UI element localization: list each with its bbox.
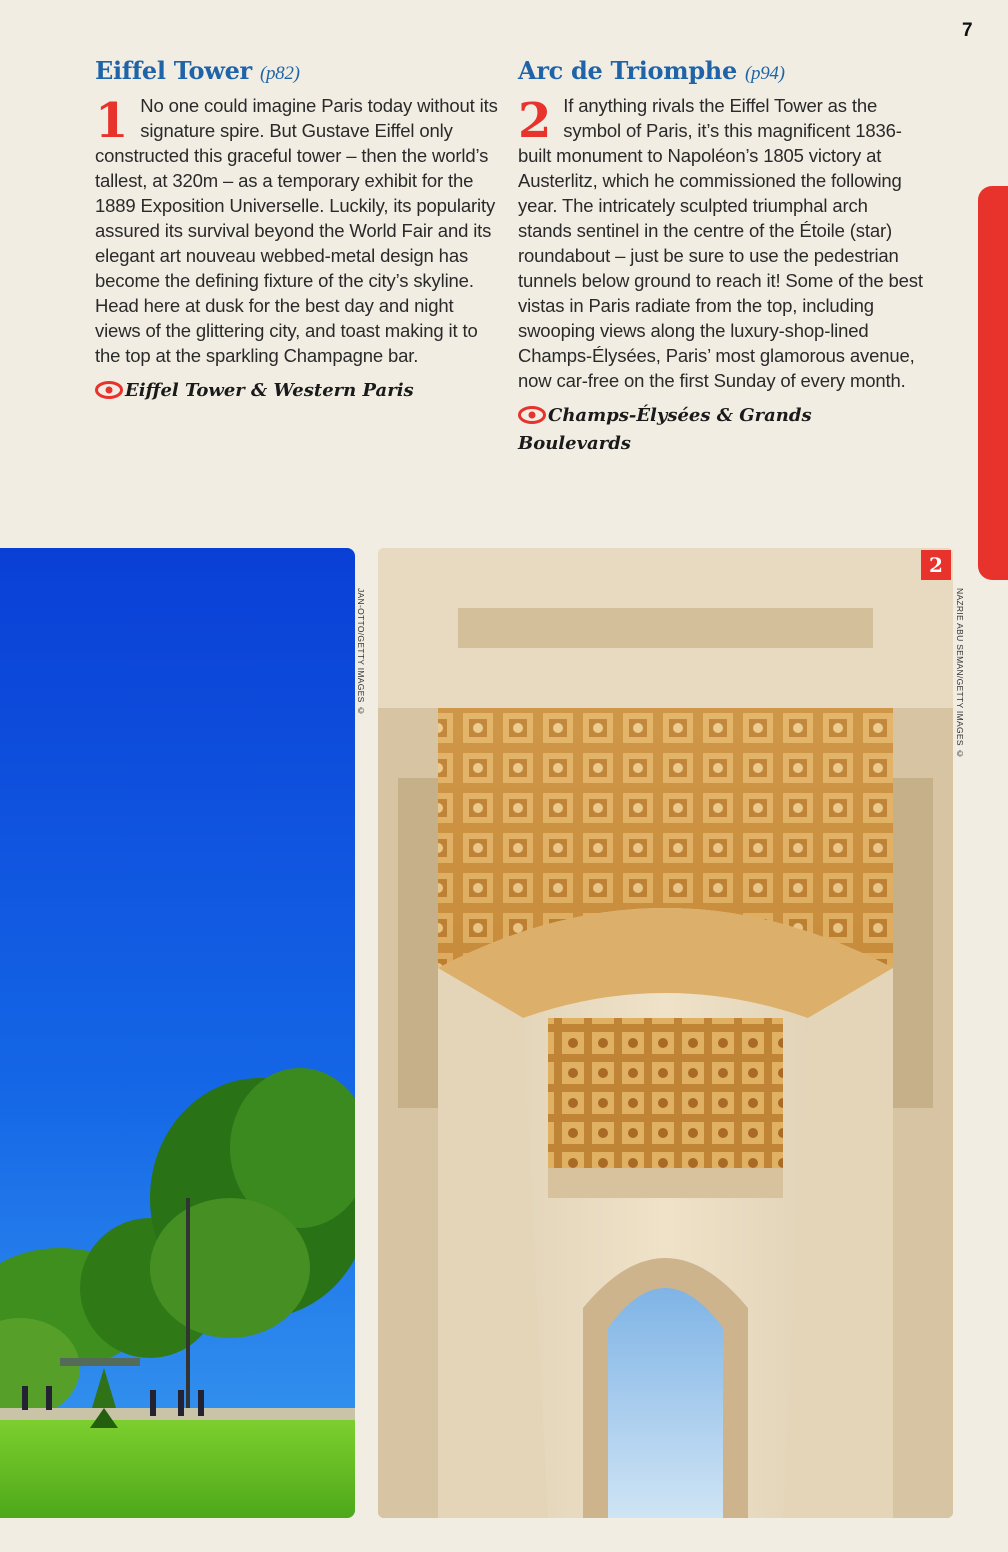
entry-heading: [95, 56, 500, 89]
see-chapter-label: Champs-Élysées & Grands Boulevards: [518, 405, 812, 454]
entry-body-text: If anything rivals the Eiffel Tower as the symbol of Paris, it’s this magnificent 1836-built monument to Napoléon’s 1805 victory at Austerlitz, which he commissioned the following year. The intricately sculpted triumphal arch stands sentinel in the centre of the Étoile (star) roundabout – just be sure to use the pedestrian tunnels below ground to reach it! Some of the best vistas in Paris radiate from the top, including swooping views along the luxury-shop-lined Champs-Élysées, Paris’ most glamorous avenue, now car-free on the first Sunday of every month.: [518, 95, 923, 391]
see-chapter-link[interactable]: [95, 378, 500, 406]
entry-body: [95, 93, 500, 368]
entry-heading: [518, 56, 923, 89]
entry-arc-de-triomphe: [518, 56, 923, 456]
entry-eiffel-tower: [95, 56, 500, 406]
eye-icon: [95, 381, 123, 406]
section-tab: [978, 186, 1008, 580]
entry-body-text: No one could imagine Paris today without its signature spire. But Gustave Eiffel only constructed this graceful tower – then the world’s tallest, at 320m – as a temporary exhibit for the 1889 Exposition Universelle. Luckily, its popularity assured its survival beyond the World Fair and its elegant art nouveau webbed-metal design has become the defining fixture of the city’s skyline. Head here at dusk for the best day and night views of the glittering city, and toast making it to the top at the sparkling Champagne bar.: [95, 95, 498, 366]
entry-body: [518, 93, 923, 393]
see-chapter-link[interactable]: [518, 403, 923, 456]
page-reference: (p82): [259, 63, 300, 84]
arc-de-triomphe-photo: [378, 548, 953, 1518]
eye-icon: [518, 406, 546, 431]
see-chapter-label: Eiffel Tower & Western Paris: [125, 380, 414, 401]
entry-title: Arc de Triomphe: [518, 56, 737, 85]
page-reference: (p94): [744, 63, 785, 84]
entry-number: 2: [518, 93, 552, 149]
eiffel-park-photo: [0, 548, 355, 1518]
entry-number: 1: [95, 93, 129, 149]
photo-credit: JAN-OTTO/GETTY IMAGES ©: [356, 588, 366, 716]
entry-title: Eiffel Tower: [95, 56, 252, 85]
photo-number-badge: 2: [921, 550, 951, 580]
photo-credit: NAZRIE ABU SEMAN/GETTY IMAGES ©: [955, 588, 965, 759]
page-number: 7: [962, 20, 973, 41]
